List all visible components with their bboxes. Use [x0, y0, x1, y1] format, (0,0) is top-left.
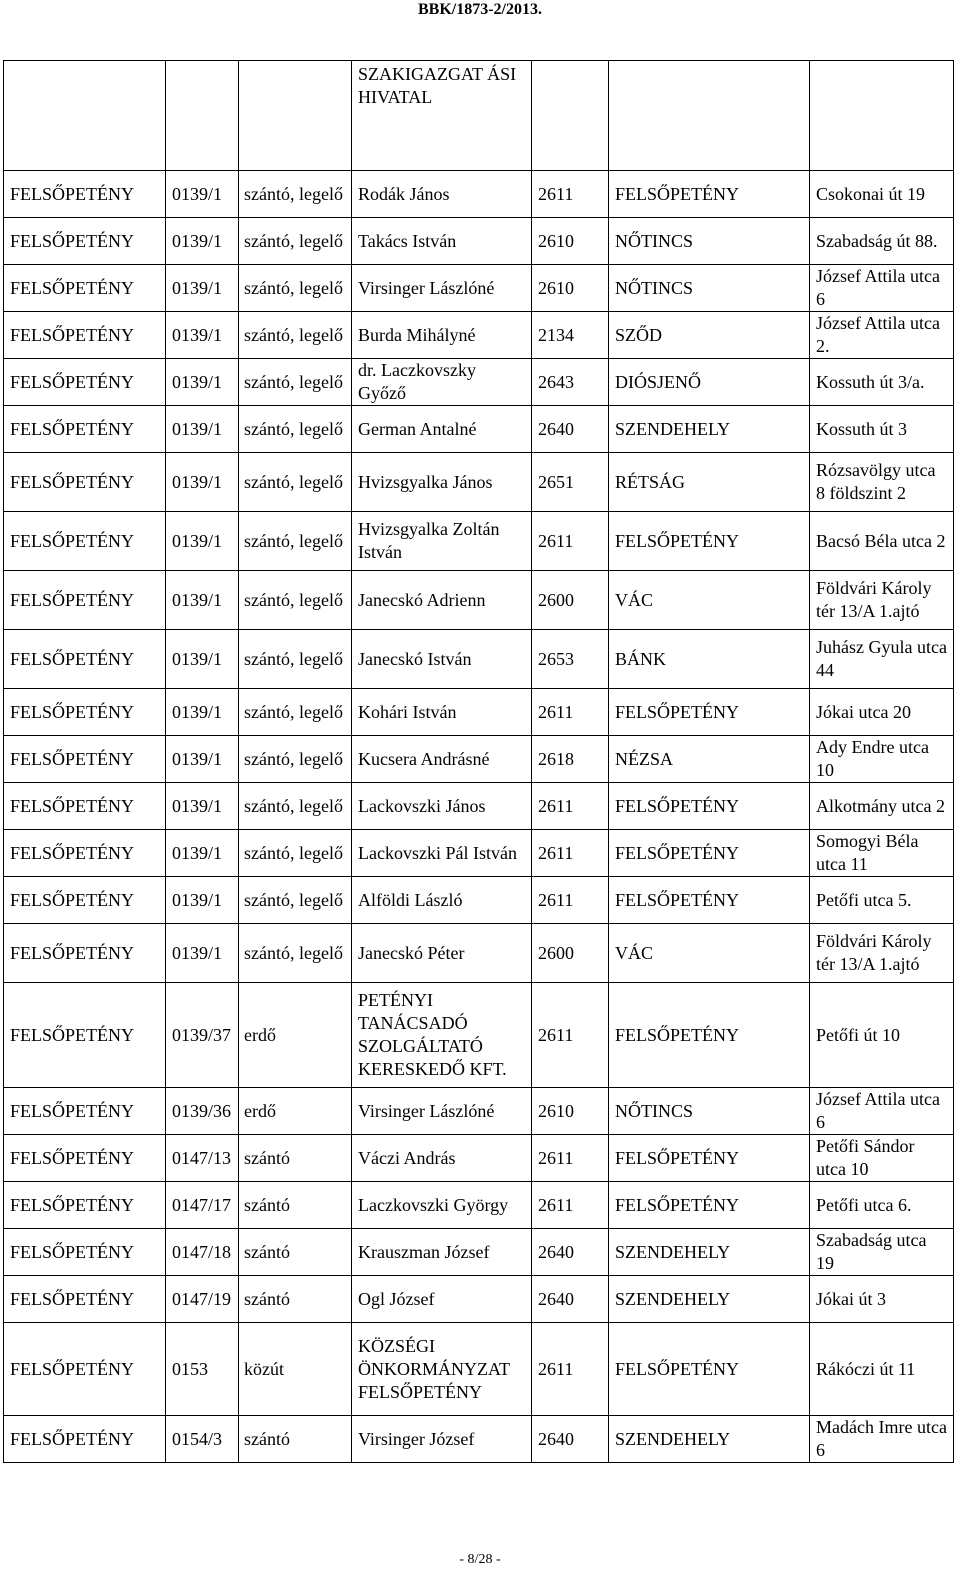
cultivation-cell: szántó, legelő: [239, 265, 352, 312]
lot-cell: 0139/1: [166, 359, 239, 406]
address-cell: Csokonai út 19: [810, 171, 954, 218]
zip-cell: [532, 61, 609, 171]
owner-cell: Hvizsgyalka Zoltán István: [352, 512, 532, 571]
settlement-cell: FELSŐPETÉNY: [4, 359, 166, 406]
cultivation-cell: szántó: [239, 1276, 352, 1323]
address-cell: Petőfi Sándor utca 10: [810, 1135, 954, 1182]
city-cell: FELSŐPETÉNY: [609, 783, 810, 830]
document-id: BBK/1873-2/2013.: [417, 1, 542, 18]
table-row: [4, 1088, 954, 1135]
owner-cell: German Antalné: [352, 406, 532, 453]
zip-cell: 2611: [532, 1323, 609, 1416]
land-owner-table: [3, 60, 954, 1463]
owner-cell: Kohári István: [352, 689, 532, 736]
city-cell: FELSŐPETÉNY: [609, 1135, 810, 1182]
address-cell: Juhász Gyula utca 44: [810, 630, 954, 689]
table-row: [4, 689, 954, 736]
settlement-cell: FELSŐPETÉNY: [4, 1276, 166, 1323]
city-cell: NŐTINCS: [609, 1088, 810, 1135]
city-cell: NŐTINCS: [609, 265, 810, 312]
owner-cell: PETÉNYI TANÁCSADÓ SZOLGÁLTATÓ KERESKEDŐ KFT.: [352, 983, 532, 1088]
address-cell: Kossuth út 3: [810, 406, 954, 453]
city-cell: NŐTINCS: [609, 218, 810, 265]
zip-cell: 2651: [532, 453, 609, 512]
table-row: [4, 1323, 954, 1416]
settlement-cell: FELSŐPETÉNY: [4, 265, 166, 312]
lot-cell: 0154/3: [166, 1416, 239, 1463]
lot-cell: 0139/1: [166, 406, 239, 453]
owner-cell: Krauszman József: [352, 1229, 532, 1276]
address-cell: Somogyi Béla utca 11: [810, 830, 954, 877]
table-row: [4, 1229, 954, 1276]
lot-cell: 0139/1: [166, 830, 239, 877]
table-row: [4, 783, 954, 830]
cultivation-cell: szántó, legelő: [239, 453, 352, 512]
address-cell: Bacsó Béla utca 2: [810, 512, 954, 571]
city-cell: FELSŐPETÉNY: [609, 689, 810, 736]
zip-cell: 2640: [532, 1416, 609, 1463]
owner-cell: Váczi András: [352, 1135, 532, 1182]
zip-cell: 2610: [532, 265, 609, 312]
table-row: [4, 983, 954, 1088]
zip-cell: 2611: [532, 830, 609, 877]
settlement-cell: FELSŐPETÉNY: [4, 218, 166, 265]
cultivation-cell: szántó: [239, 1135, 352, 1182]
address-cell: Jókai út 3: [810, 1276, 954, 1323]
cultivation-cell: szántó: [239, 1416, 352, 1463]
cultivation-cell: szántó, legelő: [239, 406, 352, 453]
cultivation-cell: erdő: [239, 983, 352, 1088]
owner-cell: dr. Laczkovszky Győző: [352, 359, 532, 406]
city-cell: SZENDEHELY: [609, 1416, 810, 1463]
city-cell: RÉTSÁG: [609, 453, 810, 512]
address-cell: Kossuth út 3/a.: [810, 359, 954, 406]
table-row: [4, 171, 954, 218]
address-cell: Jókai utca 20: [810, 689, 954, 736]
cultivation-cell: szántó, legelő: [239, 877, 352, 924]
settlement-cell: FELSŐPETÉNY: [4, 630, 166, 689]
city-cell: FELSŐPETÉNY: [609, 1182, 810, 1229]
lot-cell: 0147/19: [166, 1276, 239, 1323]
cultivation-cell: szántó: [239, 1182, 352, 1229]
settlement-cell: [4, 61, 166, 171]
cultivation-cell: szántó, legelő: [239, 830, 352, 877]
cultivation-cell: szántó, legelő: [239, 630, 352, 689]
address-cell: [810, 61, 954, 171]
lot-cell: 0147/17: [166, 1182, 239, 1229]
cultivation-cell: szántó: [239, 1229, 352, 1276]
cultivation-cell: szántó, legelő: [239, 783, 352, 830]
zip-cell: 2611: [532, 689, 609, 736]
zip-cell: 2618: [532, 736, 609, 783]
owner-cell: Virsinger Lászlóné: [352, 1088, 532, 1135]
address-cell: Madách Imre utca 6: [810, 1416, 954, 1463]
table-row: [4, 61, 954, 171]
settlement-cell: FELSŐPETÉNY: [4, 1323, 166, 1416]
zip-cell: 2611: [532, 877, 609, 924]
table-row: [4, 630, 954, 689]
settlement-cell: FELSŐPETÉNY: [4, 689, 166, 736]
lot-cell: 0147/18: [166, 1229, 239, 1276]
zip-cell: 2610: [532, 1088, 609, 1135]
lot-cell: 0139/1: [166, 218, 239, 265]
table-row: [4, 736, 954, 783]
address-cell: Földvári Károly tér 13/A 1.ajtó: [810, 571, 954, 630]
city-cell: FELSŐPETÉNY: [609, 1323, 810, 1416]
owner-cell: Janecskó Péter: [352, 924, 532, 983]
owner-cell: Takács István: [352, 218, 532, 265]
table-row: [4, 406, 954, 453]
city-cell: VÁC: [609, 924, 810, 983]
settlement-cell: FELSŐPETÉNY: [4, 1135, 166, 1182]
settlement-cell: FELSŐPETÉNY: [4, 312, 166, 359]
table-row: [4, 453, 954, 512]
table-row: [4, 1182, 954, 1229]
address-cell: Petőfi utca 6.: [810, 1182, 954, 1229]
settlement-cell: FELSŐPETÉNY: [4, 1182, 166, 1229]
cultivation-cell: szántó, legelő: [239, 312, 352, 359]
settlement-cell: FELSŐPETÉNY: [4, 736, 166, 783]
settlement-cell: FELSŐPETÉNY: [4, 1229, 166, 1276]
address-cell: Alkotmány utca 2: [810, 783, 954, 830]
lot-cell: 0139/1: [166, 689, 239, 736]
city-cell: SZŐD: [609, 312, 810, 359]
settlement-cell: FELSŐPETÉNY: [4, 406, 166, 453]
lot-cell: 0139/1: [166, 453, 239, 512]
table-row: [4, 830, 954, 877]
owner-cell: Alföldi László: [352, 877, 532, 924]
cultivation-cell: szántó, legelő: [239, 171, 352, 218]
lot-cell: 0139/1: [166, 312, 239, 359]
table-row: [4, 1135, 954, 1182]
zip-cell: 2611: [532, 1135, 609, 1182]
lot-cell: 0139/1: [166, 571, 239, 630]
cultivation-cell: szántó, legelő: [239, 736, 352, 783]
table-row: [4, 359, 954, 406]
owner-cell: KÖZSÉGI ÖNKORMÁNYZAT FELSŐPETÉNY: [352, 1323, 532, 1416]
owner-cell: Lackovszki János: [352, 783, 532, 830]
table-row: [4, 1276, 954, 1323]
zip-cell: 2611: [532, 983, 609, 1088]
cultivation-cell: erdő: [239, 1088, 352, 1135]
zip-cell: 2611: [532, 783, 609, 830]
lot-cell: 0139/1: [166, 171, 239, 218]
address-cell: Szabadság út 88.: [810, 218, 954, 265]
address-cell: József Attila utca 2.: [810, 312, 954, 359]
cultivation-cell: szántó, legelő: [239, 689, 352, 736]
owner-cell: Lackovszki Pál István: [352, 830, 532, 877]
settlement-cell: FELSŐPETÉNY: [4, 571, 166, 630]
lot-cell: 0139/1: [166, 512, 239, 571]
cultivation-cell: szántó, legelő: [239, 218, 352, 265]
city-cell: SZENDEHELY: [609, 1276, 810, 1323]
zip-cell: 2611: [532, 512, 609, 571]
owner-cell: Virsinger József: [352, 1416, 532, 1463]
owner-cell: Kucsera Andrásné: [352, 736, 532, 783]
settlement-cell: FELSŐPETÉNY: [4, 453, 166, 512]
city-cell: FELSŐPETÉNY: [609, 512, 810, 571]
table-row: [4, 877, 954, 924]
table-row: [4, 512, 954, 571]
table-row: [4, 218, 954, 265]
address-cell: Rákóczi út 11: [810, 1323, 954, 1416]
page-number: - 8/28 -: [459, 1552, 501, 1567]
cultivation-cell: [239, 61, 352, 171]
owner-cell: Janecskó Adrienn: [352, 571, 532, 630]
zip-cell: 2640: [532, 1229, 609, 1276]
zip-cell: 2600: [532, 571, 609, 630]
cultivation-cell: szántó, legelő: [239, 924, 352, 983]
cultivation-cell: közút: [239, 1323, 352, 1416]
lot-cell: 0139/36: [166, 1088, 239, 1135]
zip-cell: 2600: [532, 924, 609, 983]
settlement-cell: FELSŐPETÉNY: [4, 783, 166, 830]
settlement-cell: FELSŐPETÉNY: [4, 877, 166, 924]
owner-cell: Janecskó István: [352, 630, 532, 689]
lot-cell: 0139/1: [166, 783, 239, 830]
settlement-cell: FELSŐPETÉNY: [4, 983, 166, 1088]
table-row: [4, 265, 954, 312]
city-cell: VÁC: [609, 571, 810, 630]
lot-cell: 0139/1: [166, 630, 239, 689]
zip-cell: 2640: [532, 406, 609, 453]
table-row: [4, 312, 954, 359]
settlement-cell: FELSŐPETÉNY: [4, 512, 166, 571]
zip-cell: 2643: [532, 359, 609, 406]
lot-cell: 0153: [166, 1323, 239, 1416]
city-cell: [609, 61, 810, 171]
address-cell: Szabadság utca 19: [810, 1229, 954, 1276]
city-cell: SZENDEHELY: [609, 1229, 810, 1276]
zip-cell: 2653: [532, 630, 609, 689]
cultivation-cell: szántó, legelő: [239, 571, 352, 630]
city-cell: FELSŐPETÉNY: [609, 171, 810, 218]
settlement-cell: FELSŐPETÉNY: [4, 1088, 166, 1135]
owner-cell: Rodák János: [352, 171, 532, 218]
table-row: [4, 1416, 954, 1463]
settlement-cell: FELSŐPETÉNY: [4, 171, 166, 218]
city-cell: DIÓSJENŐ: [609, 359, 810, 406]
owner-cell: Burda Mihályné: [352, 312, 532, 359]
owner-cell: Ogl József: [352, 1276, 532, 1323]
owner-cell: Hvizsgyalka János: [352, 453, 532, 512]
zip-cell: 2611: [532, 171, 609, 218]
settlement-cell: FELSŐPETÉNY: [4, 924, 166, 983]
lot-cell: [166, 61, 239, 171]
owner-cell: Virsinger Lászlóné: [352, 265, 532, 312]
city-cell: NÉZSA: [609, 736, 810, 783]
address-cell: József Attila utca 6: [810, 265, 954, 312]
city-cell: FELSŐPETÉNY: [609, 830, 810, 877]
table-row: [4, 571, 954, 630]
owner-cell: Laczkovszki György: [352, 1182, 532, 1229]
cultivation-cell: szántó, legelő: [239, 512, 352, 571]
settlement-cell: FELSŐPETÉNY: [4, 1416, 166, 1463]
zip-cell: 2611: [532, 1182, 609, 1229]
settlement-cell: FELSŐPETÉNY: [4, 830, 166, 877]
address-cell: Rózsavölgy utca 8 földszint 2: [810, 453, 954, 512]
address-cell: Petőfi út 10: [810, 983, 954, 1088]
city-cell: FELSŐPETÉNY: [609, 877, 810, 924]
zip-cell: 2134: [532, 312, 609, 359]
lot-cell: 0139/1: [166, 736, 239, 783]
table-row: [4, 924, 954, 983]
lot-cell: 0139/1: [166, 265, 239, 312]
city-cell: FELSŐPETÉNY: [609, 983, 810, 1088]
address-cell: Petőfi utca 5.: [810, 877, 954, 924]
cultivation-cell: szántó, legelő: [239, 359, 352, 406]
lot-cell: 0139/1: [166, 877, 239, 924]
owner-cell: SZAKIGAZGAT ÁSI HIVATAL: [352, 61, 532, 171]
lot-cell: 0139/1: [166, 924, 239, 983]
zip-cell: 2610: [532, 218, 609, 265]
lot-cell: 0147/13: [166, 1135, 239, 1182]
lot-cell: 0139/37: [166, 983, 239, 1088]
address-cell: Ady Endre utca 10: [810, 736, 954, 783]
address-cell: Földvári Károly tér 13/A 1.ajtó: [810, 924, 954, 983]
address-cell: József Attila utca 6: [810, 1088, 954, 1135]
city-cell: BÁNK: [609, 630, 810, 689]
city-cell: SZENDEHELY: [609, 406, 810, 453]
zip-cell: 2640: [532, 1276, 609, 1323]
